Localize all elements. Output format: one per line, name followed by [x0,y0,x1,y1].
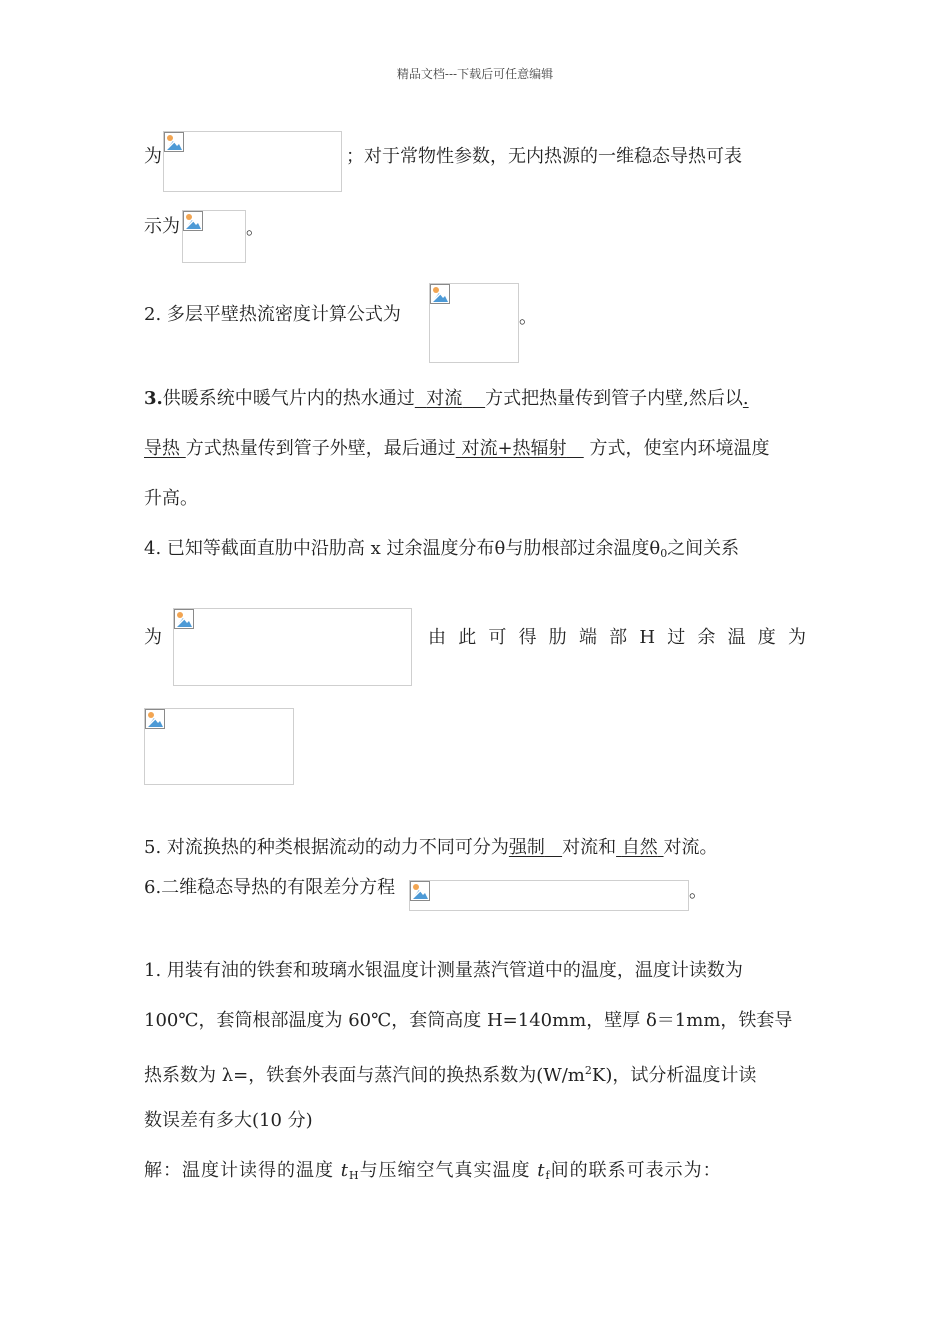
q5-answer-1: 强制 [508,837,545,858]
formula-image-2 [182,210,246,263]
line2-prefix: 示为 [144,216,180,237]
q3-answer-2: 导热 [144,438,180,459]
tH-symbol: t [340,1160,349,1181]
broken-image-icon [145,709,165,729]
q4-text-c: 之间关系 [667,538,740,559]
broken-image-icon [174,609,194,629]
theta-symbol: θ [494,538,506,559]
sol-text-b: 与压缩空气真实温度 [359,1160,531,1181]
line1-text: ；对于常物性参数，无内热源的一维稳态导热可表 [346,146,742,167]
q5-answer-2: 自然 [621,837,658,858]
q3-line3: 升高。 [144,488,198,509]
q4-spread-text: 由 此 可 得 肋 端 部 H 过 余 温 度 为 [428,627,806,648]
q3-line2 [144,437,769,461]
p1-line1: 1. 用装有油的铁套和玻璃水银温度计测量蒸汽管道中的温度，温度计读数为 [144,960,743,981]
q3-number: 3. [144,388,163,409]
q4-text-a: 4. 已知等截面直肋中沿肋高 x 过余温度分布 [144,538,495,559]
q4-text-b: 与肋根部过余温度 [505,538,650,559]
q3-answer-1: 对流 [426,388,463,409]
q3-text-a: 供暖系统中暖气片内的热水通过 [162,388,415,409]
formula-image-6 [409,880,689,911]
q2-text: 2. 多层平壁热流密度计算公式为 [144,304,401,325]
q5-text-c: 对流。 [663,837,718,858]
q5-text-b: 对流和 [562,837,617,858]
solution-line: 解：温度计读得的温度 $t_H$与压缩空气真实温度 $t_f$间的联系可表示为： [144,1160,722,1182]
theta0-symbol: θ [649,538,661,559]
p1-line3: 热系数为 λ=，铁套外表面与蒸汽间的换热系数为$(W/m^2K)$，试分析温度计读 [144,1064,757,1086]
broken-image-icon [410,881,430,901]
broken-image-icon [183,211,203,231]
p1-line4: 数误差有多大(10 分) [144,1110,313,1131]
page-header: 精品文档---下载后可任意编辑 [396,67,554,81]
q2-period: 。 [519,307,537,328]
q3-answer-3: 对流+热辐射 [461,438,567,459]
line1-prefix: 为 [144,146,162,167]
line2-period: 。 [246,218,264,239]
formula-image-3 [429,283,519,363]
p1-line2: 100℃，套筒根部温度为 60℃，套筒高度 H=140mm，壁厚 δ＝1mm，铁套导 [144,1010,793,1031]
q3-text-b: 方式把热量传到管子内壁,然后以 [485,388,743,409]
q5-text-a: 5. 对流换热的种类根据流动的动力不同可分为 [144,837,509,858]
formula-image-1 [163,131,342,192]
formula-image-4 [173,608,412,686]
q5-line [144,836,718,860]
q4-line1 [144,537,739,566]
q6-text: 6.二维稳态导热的有限差分方程 [144,877,396,898]
sol-text-c: 间的联系可表示为： [550,1160,722,1181]
q4-prefix: 为 [144,627,162,648]
q3-text-d: 方式，使室内环境温度 [589,438,770,459]
broken-image-icon [164,132,184,152]
q6-period: 。 [689,881,707,902]
theta0-subscript: 0 [660,547,668,560]
q3-line1: 3.供暖系统中暖气片内的热水通过 对流 方式把热量传到管子内壁,然后以. [144,388,749,409]
broken-image-icon [430,284,450,304]
formula-image-5 [144,708,294,785]
sol-text-a: 解：温度计读得的温度 [144,1160,334,1181]
q3-text-c: 方式热量传到管子外壁，最后通过 [185,438,456,459]
tf-symbol: t [537,1160,546,1181]
